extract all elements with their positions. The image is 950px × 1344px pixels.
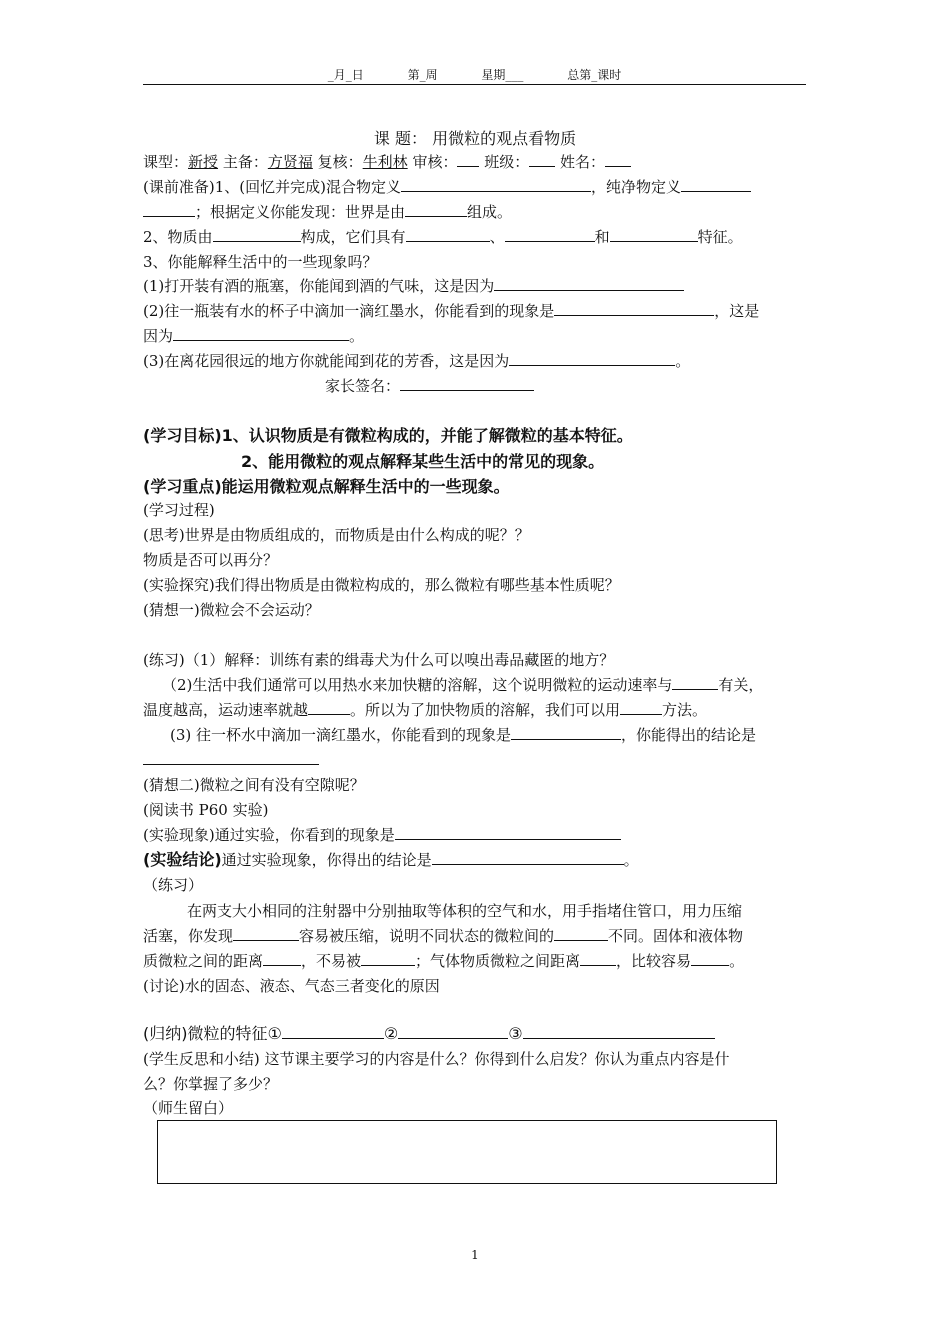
- text: 不同。固体和液体物: [608, 927, 744, 945]
- text: 有关，: [718, 676, 764, 694]
- blank-pure-1[interactable]: [681, 177, 751, 192]
- audit-label: 审核：: [412, 153, 458, 171]
- blank-distance[interactable]: [263, 951, 301, 966]
- blank-method[interactable]: [620, 700, 662, 715]
- read-book: (阅读书 P60 实验): [143, 801, 269, 819]
- blank-feature-a[interactable]: [282, 1024, 384, 1039]
- meta-line: [143, 152, 631, 172]
- blank-phenomenon[interactable]: [511, 725, 621, 740]
- name-blank[interactable]: [605, 152, 631, 167]
- text: 通过实验现象，你得出的结论是: [221, 851, 432, 869]
- text: 。所以为了加快物质的溶解，我们可以用: [350, 701, 621, 719]
- prep-line-4: 3、你能解释生活中的一些现象吗？: [143, 253, 378, 271]
- review-value: 牛利林: [362, 153, 408, 171]
- text: (归纳)微粒的特征①: [143, 1024, 282, 1043]
- blank-compress[interactable]: [233, 926, 299, 941]
- prep-line-3: [143, 227, 743, 247]
- text: ，纯净物定义: [590, 178, 681, 196]
- text: (实验结论): [143, 850, 222, 869]
- syringe-line-1: 在两支大小相同的注射器中分别抽取等体积的空气和水，用手指堵住管口，用力压缩: [187, 902, 743, 920]
- blank-feature-b[interactable]: [398, 1024, 508, 1039]
- reflection-line-1: (学生反思和小结) 这节课主要学习的内容是什么？你得到什么启发？你认为重点内容是什: [143, 1050, 730, 1068]
- text: 和: [594, 228, 610, 246]
- syringe-line-2: [143, 926, 743, 946]
- text: ③: [508, 1024, 523, 1043]
- prep-line-8: [143, 351, 690, 371]
- blank-faster[interactable]: [308, 700, 350, 715]
- header-lesson: 总第_课时: [567, 68, 622, 82]
- blank-wine[interactable]: [494, 276, 684, 291]
- guess-2: (猜想二)微粒之间有没有空隙呢？: [143, 776, 365, 794]
- prep-line-1: [143, 177, 751, 197]
- reflection-line-2: 么？你掌握了多少？: [143, 1075, 279, 1093]
- exercise-2-line-1: [162, 675, 763, 695]
- text: 、: [489, 228, 505, 246]
- experiment-phenomenon: [143, 825, 621, 845]
- name-label: 姓名：: [560, 153, 606, 171]
- blank-feature-3[interactable]: [610, 227, 698, 242]
- explore-question: (实验探究)我们得出物质是由微粒构成的，那么微粒有哪些基本性质呢？: [143, 576, 620, 594]
- notes-box[interactable]: [157, 1120, 777, 1184]
- text: (1)打开装有酒的瓶塞，你能闻到酒的气味，这是因为: [143, 277, 495, 295]
- text: 组成。: [467, 203, 513, 221]
- main-label: 主备：: [222, 153, 268, 171]
- text: ；气体物质微粒之间距离: [415, 952, 581, 970]
- text: 特征。: [697, 228, 743, 246]
- prep-line-5: [143, 276, 684, 296]
- blank-easy[interactable]: [691, 951, 729, 966]
- exercise-2-line-2: [143, 700, 707, 720]
- text: 温度越高，运动速率就越: [143, 701, 309, 719]
- text: ，比较容易: [616, 952, 692, 970]
- text: (课前准备)1、(回忆并完成)混合物定义: [143, 178, 401, 196]
- text: 家长签名：: [325, 377, 401, 395]
- notes-label: （师生留白）: [143, 1099, 234, 1117]
- page-number: 1: [471, 1248, 479, 1262]
- goal-1: (学习目标)1、认识物质是有微粒构成的，并能了解微粒的基本特征。: [143, 426, 633, 445]
- blank-not-easy[interactable]: [361, 951, 415, 966]
- blank-exp-phenomenon[interactable]: [395, 825, 621, 840]
- type-label: 课型：: [143, 153, 189, 171]
- header-week: 第_周: [407, 68, 438, 82]
- text: ，这是: [714, 302, 760, 320]
- text: 质微粒之间的距离: [143, 952, 264, 970]
- blank-exp-conclusion[interactable]: [432, 850, 624, 865]
- text: 。: [675, 352, 691, 370]
- text: ，你能得出的结论是: [621, 726, 757, 744]
- blank-pure-2[interactable]: [143, 202, 195, 217]
- blank-ink[interactable]: [554, 301, 714, 316]
- blank-world[interactable]: [405, 202, 467, 217]
- blank-conclusion[interactable]: [143, 750, 319, 765]
- blank-matter[interactable]: [213, 227, 301, 242]
- text: 。: [729, 952, 745, 970]
- blank-feature-1[interactable]: [406, 227, 490, 242]
- exercise-label: （练习）: [143, 876, 204, 894]
- text: 活塞，你发现: [143, 927, 234, 945]
- class-label: 班级：: [484, 153, 530, 171]
- blank-gas-distance[interactable]: [580, 951, 616, 966]
- blank-signature[interactable]: [400, 376, 534, 391]
- header-weekday: 星期___: [481, 68, 524, 82]
- blank-spacing[interactable]: [554, 926, 608, 941]
- text: 构成，它们具有: [300, 228, 406, 246]
- page-header: [143, 68, 806, 85]
- blank-mixture[interactable]: [401, 177, 591, 192]
- text: 。: [623, 851, 639, 869]
- text: ②: [383, 1024, 399, 1043]
- type-value: 新授: [188, 153, 219, 171]
- goal-2: 2、能用微粒的观点解释某些生活中的常见的现象。: [241, 452, 605, 471]
- text: (3) 往一杯水中滴加一滴红墨水，你能看到的现象是: [170, 726, 512, 744]
- text: 方法。: [662, 701, 708, 719]
- text: 。: [349, 327, 365, 345]
- divisible-question: 物质是否可以再分？: [143, 551, 279, 569]
- text: (3)在离花园很远的地方你就能闻到花的芳香，这是因为: [143, 352, 510, 370]
- exercise-3-line-1: [170, 725, 756, 745]
- main-value: 方贤福: [267, 153, 313, 171]
- text: (实验现象)通过实验，你看到的现象是: [143, 826, 395, 844]
- blank-rate[interactable]: [672, 675, 718, 690]
- discussion: (讨论)水的固态、液态、气态三者变化的原因: [143, 977, 440, 995]
- audit-blank[interactable]: [457, 152, 479, 167]
- exercise-3-line-2: [143, 750, 319, 770]
- prep-line-6: [143, 301, 759, 321]
- think-question: (思考)世界是由物质组成的，而物质是由什么构成的呢？？: [143, 526, 530, 544]
- text: 容易被压缩，说明不同状态的微粒间的: [299, 927, 555, 945]
- summary-features: [143, 1024, 715, 1044]
- prep-line-2: [143, 202, 512, 222]
- blank-ink-reason[interactable]: [173, 326, 349, 341]
- blank-flower[interactable]: [509, 351, 675, 366]
- review-label: 复核：: [317, 153, 363, 171]
- experiment-conclusion: [143, 850, 639, 870]
- header-date: _月_日: [327, 68, 364, 82]
- blank-feature-2[interactable]: [505, 227, 595, 242]
- exercise-1: (练习)（1）解释：训练有素的缉毒犬为什么可以嗅出毒品藏匿的地方？: [143, 651, 615, 669]
- process-title: (学习过程): [143, 501, 215, 519]
- blank-feature-c[interactable]: [523, 1024, 715, 1039]
- text: ，不易被: [301, 952, 362, 970]
- text: (2)往一瓶装有水的杯子中滴加一滴红墨水，你能看到的现象是: [143, 302, 555, 320]
- prep-line-7: [143, 326, 364, 346]
- guess-1: (猜想一)微粒会不会运动？: [143, 601, 320, 619]
- text: （2)生活中我们通常可以用热水来加快糖的溶解，这个说明微粒的运动速率与: [162, 676, 673, 694]
- syringe-line-3: [143, 951, 744, 971]
- key-point: (学习重点)能运用微粒观点解释生活中的一些现象。: [143, 477, 510, 496]
- class-blank[interactable]: [529, 152, 555, 167]
- text: ；根据定义你能发现：世界是由: [195, 203, 406, 221]
- text: 因为: [143, 327, 174, 345]
- parent-signature: [325, 376, 534, 396]
- page-title: 课 题： 用微粒的观点看物质: [373, 129, 577, 148]
- text: 2、物质由: [143, 228, 213, 246]
